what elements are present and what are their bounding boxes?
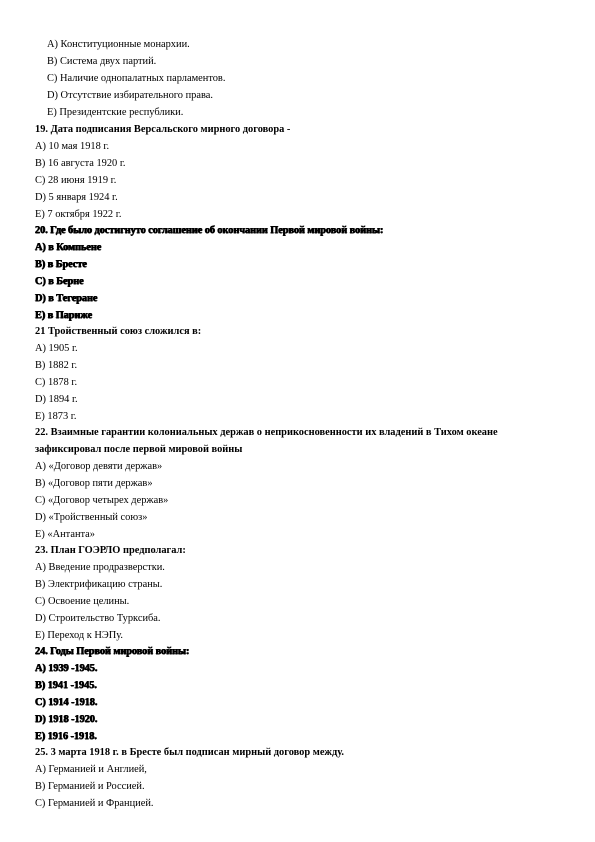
q22-option-b: B) «Договор пяти держав» — [35, 478, 153, 489]
q20-option-e: E) в Париже — [35, 310, 93, 321]
question-25: 25. 3 марта 1918 г. в Бресте был подписан мирный договор между. — [35, 747, 344, 758]
option-b: B) Система двух партий. — [47, 56, 157, 67]
q19-option-c: C) 28 июня 1919 г. — [35, 175, 117, 186]
q24-option-c: C) 1914 -1918. — [35, 697, 98, 708]
question-21: 21 Тройственный союз сложился в: — [35, 326, 202, 337]
question-20: 20. Где было достигнуто соглашение об окончании Первой мировой войны: — [35, 225, 384, 236]
q21-option-e: E) 1873 г. — [35, 411, 77, 422]
q23-option-d: D) Строительство Турксиба. — [35, 613, 161, 624]
question-23: 23. План ГОЭРЛО предполагал: — [35, 545, 186, 556]
q22-option-d: D) «Тройственный союз» — [35, 512, 148, 523]
q21-option-b: B) 1882 г. — [35, 360, 78, 371]
q25-option-c: C) Германией и Францией. — [35, 798, 154, 809]
option-a: A) Конституционные монархии. — [47, 39, 190, 50]
q20-option-c: C) в Берне — [35, 276, 84, 287]
q19-option-e: E) 7 октября 1922 г. — [35, 209, 122, 220]
q24-option-a: A) 1939 -1945. — [35, 663, 98, 674]
q19-option-d: D) 5 января 1924 г. — [35, 192, 118, 203]
q22-option-e: E) «Антанта» — [35, 529, 95, 540]
q22-option-c: C) «Договор четырех держав» — [35, 495, 169, 506]
q23-option-e: E) Переход к НЭПу. — [35, 630, 124, 641]
q23-option-b: B) Электрификацию страны. — [35, 579, 163, 590]
q24-option-d: D) 1918 -1920. — [35, 714, 98, 725]
option-c: C) Наличие однопалатных парламентов. — [47, 73, 226, 84]
question-22: 22. Взаимные гарантии колониальных держав о неприкосновенности их владений в Тихом океане — [35, 427, 498, 438]
q20-option-d: D) в Тегеране — [35, 293, 98, 304]
q19-option-a: A) 10 мая 1918 г. — [35, 141, 110, 152]
q23-option-c: C) Освоение целины. — [35, 596, 130, 607]
q24-option-b: B) 1941 -1945. — [35, 680, 97, 691]
q21-option-d: D) 1894 г. — [35, 394, 78, 405]
q20-option-b: B) в Бресте — [35, 259, 87, 270]
q23-option-a: A) Введение продразверстки. — [35, 562, 165, 573]
q19-option-b: B) 16 августа 1920 г. — [35, 158, 126, 169]
q21-option-a: A) 1905 г. — [35, 343, 78, 354]
option-e: E) Президентские республики. — [47, 107, 184, 118]
q21-option-c: C) 1878 г. — [35, 377, 78, 388]
question-19: 19. Дата подписания Версальского мирного договора - — [35, 124, 291, 135]
q24-option-e: E) 1916 -1918. — [35, 731, 97, 742]
option-d: D) Отсутствие избирательного права. — [47, 90, 213, 101]
q25-option-a: A) Германией и Англией, — [35, 764, 147, 775]
q25-option-b: B) Германией и Россией. — [35, 781, 145, 792]
question-24: 24. Годы Первой мировой войны: — [35, 646, 190, 657]
q22-option-a: A) «Договор девяти держав» — [35, 461, 163, 472]
q20-option-a: A) в Компьене — [35, 242, 102, 253]
question-22-cont: зафиксировал после первой мировой войны — [35, 444, 243, 455]
